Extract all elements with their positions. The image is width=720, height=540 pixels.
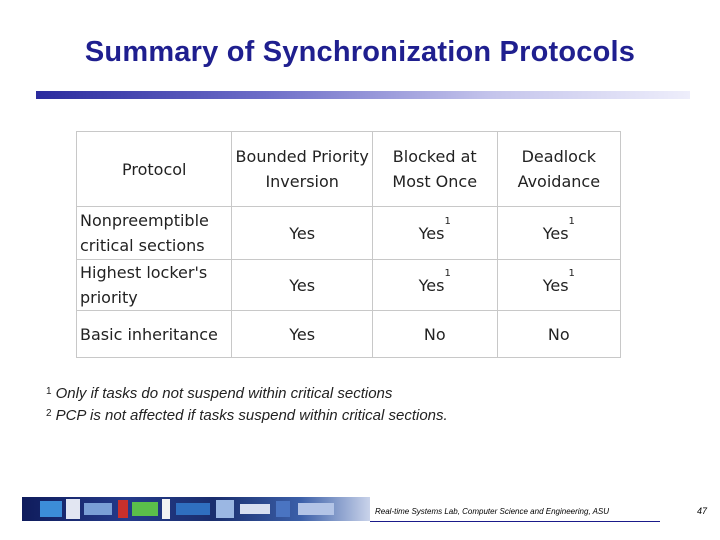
cell-bounded: Yes <box>232 311 372 358</box>
footer-credit: Real-time Systems Lab, Computer Science and Engineering, ASU <box>375 507 610 516</box>
cell-blocked: No <box>372 311 497 358</box>
cell-deadlock: Yes$^1$ <box>497 207 620 260</box>
table-row <box>77 260 621 311</box>
page-number: 47 <box>697 506 708 516</box>
footnote-ref: 1 <box>568 267 575 279</box>
header-deadlock-avoidance: Deadlock Avoidance <box>497 132 620 207</box>
cell-blocked: Yes$^1$ <box>372 260 497 311</box>
footnote <box>46 383 448 405</box>
footer-rule <box>370 521 660 522</box>
header-protocol: Protocol <box>77 132 232 207</box>
footnote-marker: 1 <box>46 386 52 397</box>
cell-blocked: Yes$^1$ <box>372 207 497 260</box>
cell-deadlock: No <box>497 311 620 358</box>
table-row <box>77 311 621 358</box>
footnote-marker: 2 <box>46 408 52 419</box>
footnote-text: Only if tasks do not suspend within critical sections <box>55 385 393 402</box>
header-bounded-priority-inversion: Bounded Priority Inversion <box>232 132 372 207</box>
footnote-ref: 1 <box>444 215 451 227</box>
row-protocol-name: Nonpreemptible critical sections <box>77 207 232 260</box>
cell-bounded: Yes <box>232 260 372 311</box>
slide-title: Summary of Synchronization Protocols <box>84 36 636 68</box>
footnote-text: PCP is not affected if tasks suspend within critical sections. <box>55 407 448 424</box>
row-protocol-name: Basic inheritance <box>77 311 232 358</box>
footnotes <box>46 383 448 427</box>
cell-deadlock: Yes$^1$ <box>497 260 620 311</box>
footer-image-strip <box>22 497 370 521</box>
title-underline <box>36 91 690 99</box>
protocol-summary-table <box>76 131 621 358</box>
cell-bounded: Yes <box>232 207 372 260</box>
row-protocol-name: Highest locker's priority <box>77 260 232 311</box>
table-header-row <box>77 132 621 207</box>
footnote-ref: 1 <box>568 215 575 227</box>
footnote <box>46 405 448 427</box>
footnote-ref: 1 <box>444 267 451 279</box>
table-row <box>77 207 621 260</box>
header-blocked-at-most-once: Blocked at Most Once <box>372 132 497 207</box>
